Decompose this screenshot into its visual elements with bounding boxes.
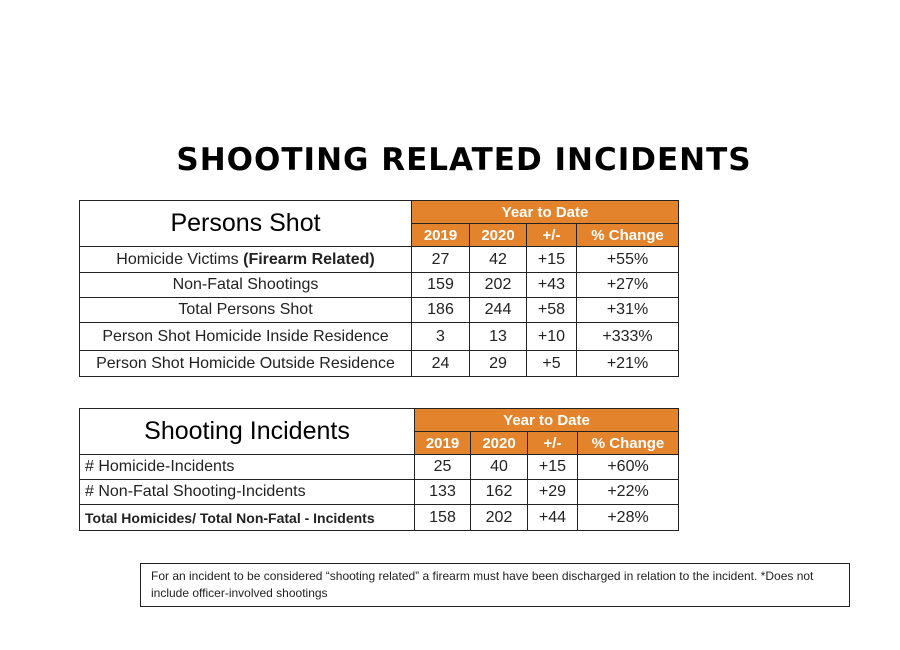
cell-2019: 158 [415,505,471,531]
cell-diff: +29 [528,480,578,505]
table-row [80,505,679,531]
table-row [80,247,679,273]
shooting-incidents-heading: Shooting Incidents [80,409,415,455]
cell-2020: 162 [471,480,528,505]
cell-pct-change: +60% [578,455,679,480]
cell-2019: 186 [412,298,470,323]
cell-2020: 244 [470,298,527,323]
table-row [80,273,679,298]
cell-2019: 3 [412,323,470,351]
cell-2019: 159 [412,273,470,298]
cell-2020: 202 [471,505,528,531]
cell-pct-change: +22% [578,480,679,505]
cell-2019: 27 [412,247,470,273]
cell-diff: +15 [527,247,577,273]
cell-pct-change: +21% [577,351,679,377]
persons-shot-heading: Persons Shot [80,201,412,247]
cell-2020: 42 [470,247,527,273]
cell-pct-change: +333% [577,323,679,351]
ytd-header: Year to Date [415,409,679,432]
cell-pct-change: +28% [578,505,679,531]
table-row [80,323,679,351]
row-label [80,247,412,273]
row-label: Person Shot Homicide Outside Residence [80,351,412,377]
cell-diff: +43 [527,273,577,298]
column-header-2020: 2020 [470,224,527,247]
column-header-diff: +/- [527,224,577,247]
column-header-2019: 2019 [412,224,470,247]
column-header-2019: 2019 [415,432,471,455]
cell-diff: +44 [528,505,578,531]
cell-pct-change: +31% [577,298,679,323]
cell-2020: 29 [470,351,527,377]
cell-diff: +5 [527,351,577,377]
table-row [80,298,679,323]
cell-pct-change: +55% [577,247,679,273]
row-label-qualifier: (Firearm Related) [243,250,375,268]
cell-2019: 24 [412,351,470,377]
ytd-header: Year to Date [412,201,679,224]
cell-diff: +58 [527,298,577,323]
cell-2020: 202 [470,273,527,298]
cell-2019: 133 [415,480,471,505]
table-row [80,480,679,505]
cell-2020: 13 [470,323,527,351]
row-label-main: Homicide Victims [116,250,244,268]
column-header-pct-change: % Change [578,432,679,455]
row-label: Total Persons Shot [80,298,412,323]
cell-diff: +15 [528,455,578,480]
row-label: Person Shot Homicide Inside Residence [80,323,412,351]
table-row [80,455,679,480]
persons-shot-table [79,200,679,377]
cell-pct-change: +27% [577,273,679,298]
row-label: # Homicide-Incidents [80,455,415,480]
shooting-incidents-table [79,408,679,531]
cell-diff: +10 [527,323,577,351]
page-title: SHOOTING RELATED INCIDENTS [176,142,752,178]
cell-2019: 25 [415,455,471,480]
column-header-pct-change: % Change [577,224,679,247]
cell-2020: 40 [471,455,528,480]
row-label: Non-Fatal Shootings [80,273,412,298]
table-row [80,351,679,377]
row-label: Total Homicides/ Total Non-Fatal - Incidents [80,505,415,531]
column-header-diff: +/- [528,432,578,455]
footnote: For an incident to be considered “shooting related” a firearm must have been discharged in relation to the incident. *Does not include officer-involved shootings [140,563,850,607]
row-label: # Non-Fatal Shooting-Incidents [80,480,415,505]
column-header-2020: 2020 [471,432,528,455]
